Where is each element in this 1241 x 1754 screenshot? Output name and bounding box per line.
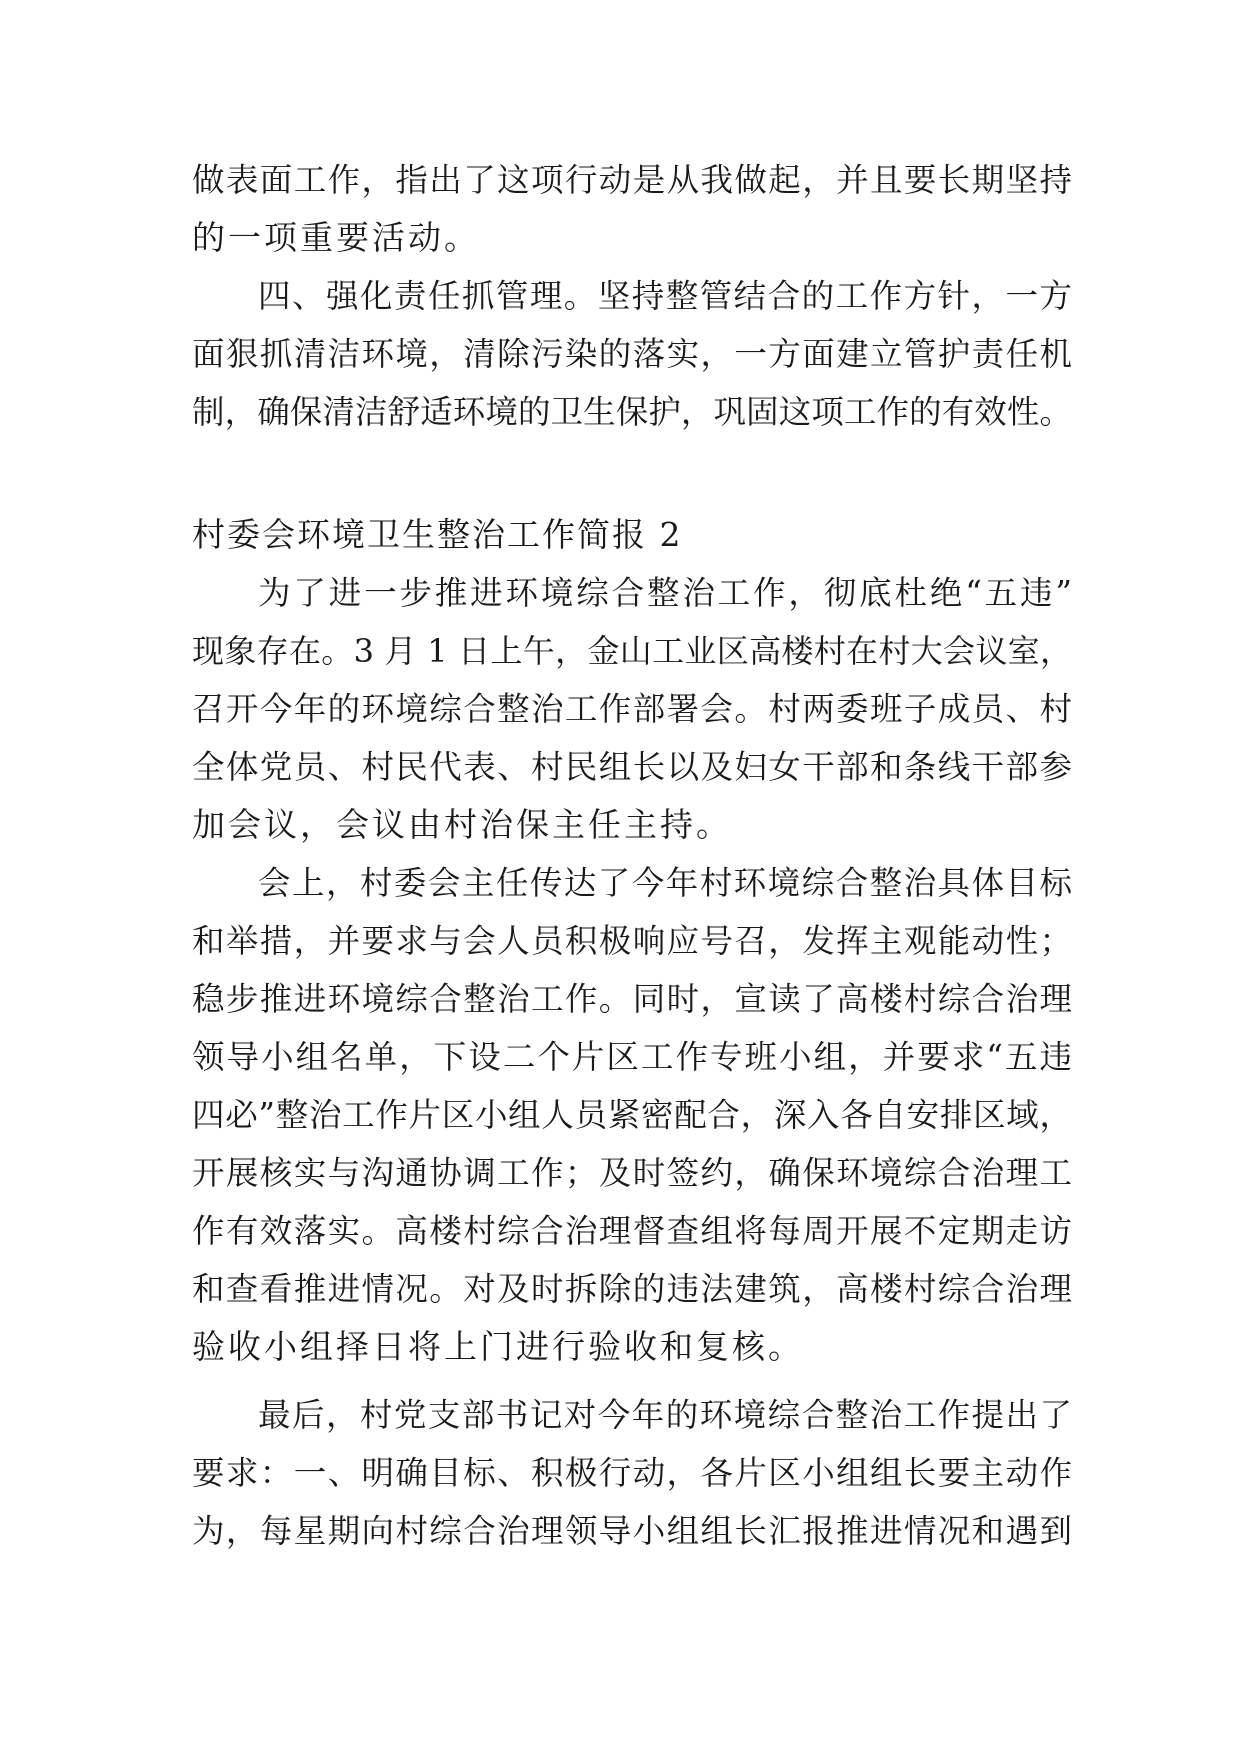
body-text-line: 全体党员、村民代表、村民组长以及妇女干部和条线干部参 bbox=[192, 748, 1072, 786]
body-text-line: 最后，村党支部书记对今年的环境综合整治工作提出了 bbox=[258, 1396, 1072, 1434]
body-text-line: 做表面工作，指出了这项行动是从我做起，并且要长期坚持 bbox=[192, 161, 1072, 199]
body-text-line: 作有效落实。高楼村综合治理督查组将每周开展不定期走访 bbox=[192, 1212, 1072, 1250]
body-text-line: 制，确保清洁舒适环境的卫生保护，巩固这项工作的有效性。 bbox=[192, 393, 1072, 431]
body-text-line: 开展核实与沟通协调工作；及时签约，确保环境综合治理工 bbox=[192, 1154, 1072, 1192]
section-heading: 村委会环境卫生整治工作简报 2 bbox=[192, 515, 683, 554]
body-text-line: 和查看推进情况。对及时拆除的违法建筑，高楼村综合治理 bbox=[192, 1270, 1072, 1308]
body-text-line: 验收小组择日将上门进行验收和复核。 bbox=[192, 1327, 804, 1366]
body-text-line: 为，每星期向村综合治理领导小组组长汇报推进情况和遇到 bbox=[192, 1512, 1072, 1550]
body-text-line: 召开今年的环境综合整治工作部署会。村两委班子成员、村 bbox=[192, 690, 1072, 728]
body-text-line: 领导小组名单，下设二个片区工作专班小组，并要求“五违 bbox=[192, 1038, 1072, 1076]
body-text-line: 四必”整治工作片区小组人员紧密配合，深入各自安排区域， bbox=[192, 1096, 1072, 1134]
body-text-line: 面狠抓清洁环境，清除污染的落实，一方面建立管护责任机 bbox=[192, 335, 1072, 373]
body-text-line: 为了进一步推进环境综合整治工作，彻底杜绝“五违” bbox=[258, 574, 1072, 612]
body-text-line: 四、强化责任抓管理。坚持整管结合的工作方针，一方 bbox=[258, 277, 1072, 315]
body-text-line: 的一项重要活动。 bbox=[192, 218, 480, 257]
body-text-line: 和举措，并要求与会人员积极响应号召，发挥主观能动性； bbox=[192, 922, 1072, 960]
body-text-line: 现象存在。3 月 1 日上午，金山工业区高楼村在村大会议室， bbox=[192, 632, 1072, 670]
body-text-line: 要求：一、明确目标、积极行动，各片区小组组长要主动作 bbox=[192, 1454, 1072, 1492]
body-text-line: 稳步推进环境综合整治工作。同时，宣读了高楼村综合治理 bbox=[192, 980, 1072, 1018]
body-text-line: 会上，村委会主任传达了今年村环境综合整治具体目标 bbox=[258, 864, 1072, 902]
body-text-line: 加会议，会议由村治保主任主持。 bbox=[192, 805, 732, 844]
